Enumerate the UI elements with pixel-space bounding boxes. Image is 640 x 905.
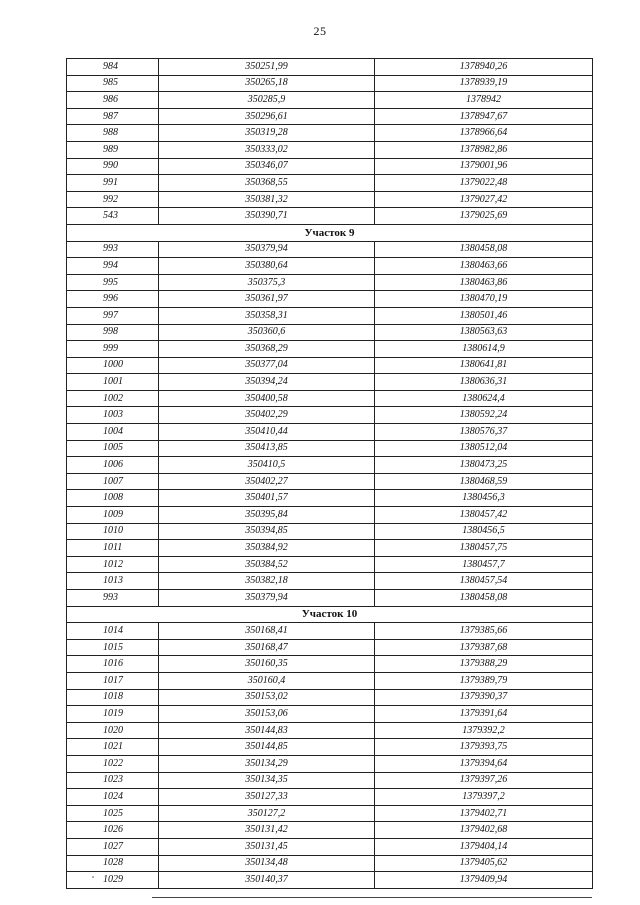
table-row [67, 822, 593, 839]
point-number-cell: 1024 [67, 789, 159, 806]
point-number-cell: 1009 [67, 507, 159, 524]
x-coordinate-cell: 350377,04 [159, 357, 375, 374]
section-header-row [67, 224, 593, 241]
y-coordinate-cell: 1379409,94 [375, 872, 593, 889]
y-coordinate-cell: 1380458,08 [375, 241, 593, 258]
table-row [67, 92, 593, 109]
y-coordinate-cell: 1379392,2 [375, 722, 593, 739]
point-number-cell: 997 [67, 307, 159, 324]
x-coordinate-cell: 350394,85 [159, 523, 375, 540]
table-row [67, 374, 593, 391]
x-coordinate-cell: 350144,83 [159, 722, 375, 739]
point-number-cell: 992 [67, 191, 159, 208]
y-coordinate-cell: 1380458,08 [375, 590, 593, 607]
x-coordinate-cell: 350384,52 [159, 556, 375, 573]
y-coordinate-cell: 1379402,71 [375, 805, 593, 822]
x-coordinate-cell: 350382,18 [159, 573, 375, 590]
y-coordinate-cell: 1380457,7 [375, 556, 593, 573]
y-coordinate-cell: 1379404,14 [375, 838, 593, 855]
y-coordinate-cell: 1380592,24 [375, 407, 593, 424]
point-number-cell: 990 [67, 158, 159, 175]
y-coordinate-cell: 1379391,64 [375, 706, 593, 723]
x-coordinate-cell: 350160,35 [159, 656, 375, 673]
y-coordinate-cell: 1378939,19 [375, 75, 593, 92]
y-coordinate-cell: 1379397,26 [375, 772, 593, 789]
point-number-cell: 1010 [67, 523, 159, 540]
y-coordinate-cell: 1379388,29 [375, 656, 593, 673]
x-coordinate-cell: 350140,37 [159, 872, 375, 889]
x-coordinate-cell: 350131,42 [159, 822, 375, 839]
point-number-cell: 993 [67, 241, 159, 258]
table-row [67, 390, 593, 407]
y-coordinate-cell: 1380501,46 [375, 307, 593, 324]
x-coordinate-cell: 350251,99 [159, 59, 375, 76]
point-number-cell: 543 [67, 208, 159, 225]
y-coordinate-cell: 1380463,86 [375, 274, 593, 291]
x-coordinate-cell: 350360,6 [159, 324, 375, 341]
table-row [67, 473, 593, 490]
x-coordinate-cell: 350358,31 [159, 307, 375, 324]
x-coordinate-cell: 350400,58 [159, 390, 375, 407]
table-row [67, 573, 593, 590]
y-coordinate-cell: 1380456,3 [375, 490, 593, 507]
x-coordinate-cell: 350368,55 [159, 175, 375, 192]
table-row [67, 540, 593, 557]
table-row [67, 208, 593, 225]
x-coordinate-cell: 350153,02 [159, 689, 375, 706]
table-row [67, 357, 593, 374]
y-coordinate-cell: 1380641,81 [375, 357, 593, 374]
table-row [67, 75, 593, 92]
x-coordinate-cell: 350402,29 [159, 407, 375, 424]
y-coordinate-cell: 1379001,96 [375, 158, 593, 175]
y-coordinate-cell: 1380457,42 [375, 507, 593, 524]
x-coordinate-cell: 350394,24 [159, 374, 375, 391]
y-coordinate-cell: 1380457,75 [375, 540, 593, 557]
x-coordinate-cell: 350265,18 [159, 75, 375, 92]
point-number-cell: 1020 [67, 722, 159, 739]
y-coordinate-cell: 1380463,66 [375, 258, 593, 275]
table-row [67, 789, 593, 806]
table-row [67, 772, 593, 789]
point-number-cell: 1018 [67, 689, 159, 706]
y-coordinate-cell: 1379394,64 [375, 755, 593, 772]
table-row [67, 324, 593, 341]
point-number-cell: 1008 [67, 490, 159, 507]
coordinates-table [66, 58, 593, 889]
y-coordinate-cell: 1379402,68 [375, 822, 593, 839]
point-number-cell: 999 [67, 341, 159, 358]
point-number-cell: 986 [67, 92, 159, 109]
point-number-cell: 1001 [67, 374, 159, 391]
x-coordinate-cell: 350333,02 [159, 141, 375, 158]
x-coordinate-cell: 350402,27 [159, 473, 375, 490]
point-number-cell: 1028 [67, 855, 159, 872]
y-coordinate-cell: 1378982,86 [375, 141, 593, 158]
y-coordinate-cell: 1378940,26 [375, 59, 593, 76]
table-row [67, 307, 593, 324]
x-coordinate-cell: 350410,44 [159, 424, 375, 441]
x-coordinate-cell: 350127,2 [159, 805, 375, 822]
table-row [67, 689, 593, 706]
x-coordinate-cell: 350144,85 [159, 739, 375, 756]
y-coordinate-cell: 1379389,79 [375, 672, 593, 689]
x-coordinate-cell: 350346,07 [159, 158, 375, 175]
section-header-row [67, 606, 593, 623]
point-number-cell: 1005 [67, 440, 159, 457]
x-coordinate-cell: 350379,94 [159, 590, 375, 607]
y-coordinate-cell: 1379387,68 [375, 639, 593, 656]
x-coordinate-cell: 350131,45 [159, 838, 375, 855]
y-coordinate-cell: 1379390,37 [375, 689, 593, 706]
point-number-cell: 1007 [67, 473, 159, 490]
point-number-cell: 985 [67, 75, 159, 92]
y-coordinate-cell: 1380456,5 [375, 523, 593, 540]
y-coordinate-cell: 1379385,66 [375, 623, 593, 640]
section-title: Участок 9 [67, 224, 593, 241]
point-number-cell: 1023 [67, 772, 159, 789]
x-coordinate-cell: 350134,29 [159, 755, 375, 772]
point-number-cell: 1029 [67, 872, 159, 889]
y-coordinate-cell: 1380563,63 [375, 324, 593, 341]
point-number-cell: 1022 [67, 755, 159, 772]
table-row [67, 175, 593, 192]
page-number: 25 [313, 24, 327, 38]
y-coordinate-cell: 1379027,42 [375, 191, 593, 208]
y-coordinate-cell: 1380512,04 [375, 440, 593, 457]
y-coordinate-cell: 1379025,69 [375, 208, 593, 225]
x-coordinate-cell: 350285,9 [159, 92, 375, 109]
point-number-cell: 1026 [67, 822, 159, 839]
table-row [67, 623, 593, 640]
table-row [67, 440, 593, 457]
table-row [67, 407, 593, 424]
table-row [67, 258, 593, 275]
table-row [67, 838, 593, 855]
point-number-cell: 987 [67, 108, 159, 125]
x-coordinate-cell: 350168,47 [159, 639, 375, 656]
x-coordinate-cell: 350153,06 [159, 706, 375, 723]
table-row [67, 291, 593, 308]
point-number-cell: 1011 [67, 540, 159, 557]
point-number-cell: 1012 [67, 556, 159, 573]
table-row [67, 590, 593, 607]
point-number-cell: 1025 [67, 805, 159, 822]
x-coordinate-cell: 350368,29 [159, 341, 375, 358]
table-row [67, 141, 593, 158]
point-number-cell: 1027 [67, 838, 159, 855]
table-row [67, 274, 593, 291]
table-row [67, 490, 593, 507]
x-coordinate-cell: 350395,84 [159, 507, 375, 524]
point-number-cell: 991 [67, 175, 159, 192]
point-number-cell: 1014 [67, 623, 159, 640]
table-row [67, 341, 593, 358]
x-coordinate-cell: 350379,94 [159, 241, 375, 258]
x-coordinate-cell: 350134,35 [159, 772, 375, 789]
section-title: Участок 10 [67, 606, 593, 623]
y-coordinate-cell: 1380624,4 [375, 390, 593, 407]
table-row [67, 191, 593, 208]
table-row [67, 523, 593, 540]
point-number-cell: 1000 [67, 357, 159, 374]
y-coordinate-cell: 1379405,62 [375, 855, 593, 872]
x-coordinate-cell: 350401,57 [159, 490, 375, 507]
table-row [67, 59, 593, 76]
point-number-cell: 1015 [67, 639, 159, 656]
table-row [67, 855, 593, 872]
table-row [67, 739, 593, 756]
point-number-cell: 993 [67, 590, 159, 607]
table-row [67, 722, 593, 739]
table-row [67, 755, 593, 772]
table-row [67, 241, 593, 258]
table-row [67, 125, 593, 142]
x-coordinate-cell: 350160,4 [159, 672, 375, 689]
x-coordinate-cell: 350380,64 [159, 258, 375, 275]
table-row [67, 656, 593, 673]
footer-rule [152, 897, 592, 898]
point-number-cell: 1019 [67, 706, 159, 723]
y-coordinate-cell: 1380457,54 [375, 573, 593, 590]
table-row [67, 672, 593, 689]
table-row [67, 108, 593, 125]
point-number-cell: 1002 [67, 390, 159, 407]
x-coordinate-cell: 350390,71 [159, 208, 375, 225]
point-number-cell: 1021 [67, 739, 159, 756]
x-coordinate-cell: 350127,33 [159, 789, 375, 806]
table-row [67, 424, 593, 441]
y-coordinate-cell: 1379397,2 [375, 789, 593, 806]
y-coordinate-cell: 1378942 [375, 92, 593, 109]
table-row [67, 706, 593, 723]
point-number-cell: 989 [67, 141, 159, 158]
point-number-cell: 1016 [67, 656, 159, 673]
x-coordinate-cell: 350410,5 [159, 457, 375, 474]
x-coordinate-cell: 350381,32 [159, 191, 375, 208]
x-coordinate-cell: 350168,41 [159, 623, 375, 640]
coordinates-table-body [67, 59, 593, 889]
table-row [67, 457, 593, 474]
point-number-cell: 1004 [67, 424, 159, 441]
x-coordinate-cell: 350134,48 [159, 855, 375, 872]
y-coordinate-cell: 1380468,59 [375, 473, 593, 490]
point-number-cell: 984 [67, 59, 159, 76]
scan-speck [92, 876, 94, 878]
y-coordinate-cell: 1379393,75 [375, 739, 593, 756]
point-number-cell: 995 [67, 274, 159, 291]
y-coordinate-cell: 1380636,31 [375, 374, 593, 391]
point-number-cell: 994 [67, 258, 159, 275]
table-row [67, 805, 593, 822]
x-coordinate-cell: 350413,85 [159, 440, 375, 457]
point-number-cell: 988 [67, 125, 159, 142]
x-coordinate-cell: 350296,61 [159, 108, 375, 125]
y-coordinate-cell: 1380576,37 [375, 424, 593, 441]
y-coordinate-cell: 1380470,19 [375, 291, 593, 308]
y-coordinate-cell: 1379022,48 [375, 175, 593, 192]
point-number-cell: 1006 [67, 457, 159, 474]
x-coordinate-cell: 350361,97 [159, 291, 375, 308]
x-coordinate-cell: 350384,92 [159, 540, 375, 557]
x-coordinate-cell: 350319,28 [159, 125, 375, 142]
y-coordinate-cell: 1380473,25 [375, 457, 593, 474]
y-coordinate-cell: 1378947,67 [375, 108, 593, 125]
point-number-cell: 1017 [67, 672, 159, 689]
table-row [67, 158, 593, 175]
point-number-cell: 998 [67, 324, 159, 341]
table-row [67, 639, 593, 656]
y-coordinate-cell: 1380614,9 [375, 341, 593, 358]
table-row [67, 556, 593, 573]
y-coordinate-cell: 1378966,64 [375, 125, 593, 142]
table-row [67, 872, 593, 889]
point-number-cell: 1003 [67, 407, 159, 424]
point-number-cell: 1013 [67, 573, 159, 590]
x-coordinate-cell: 350375,3 [159, 274, 375, 291]
point-number-cell: 996 [67, 291, 159, 308]
table-row [67, 507, 593, 524]
